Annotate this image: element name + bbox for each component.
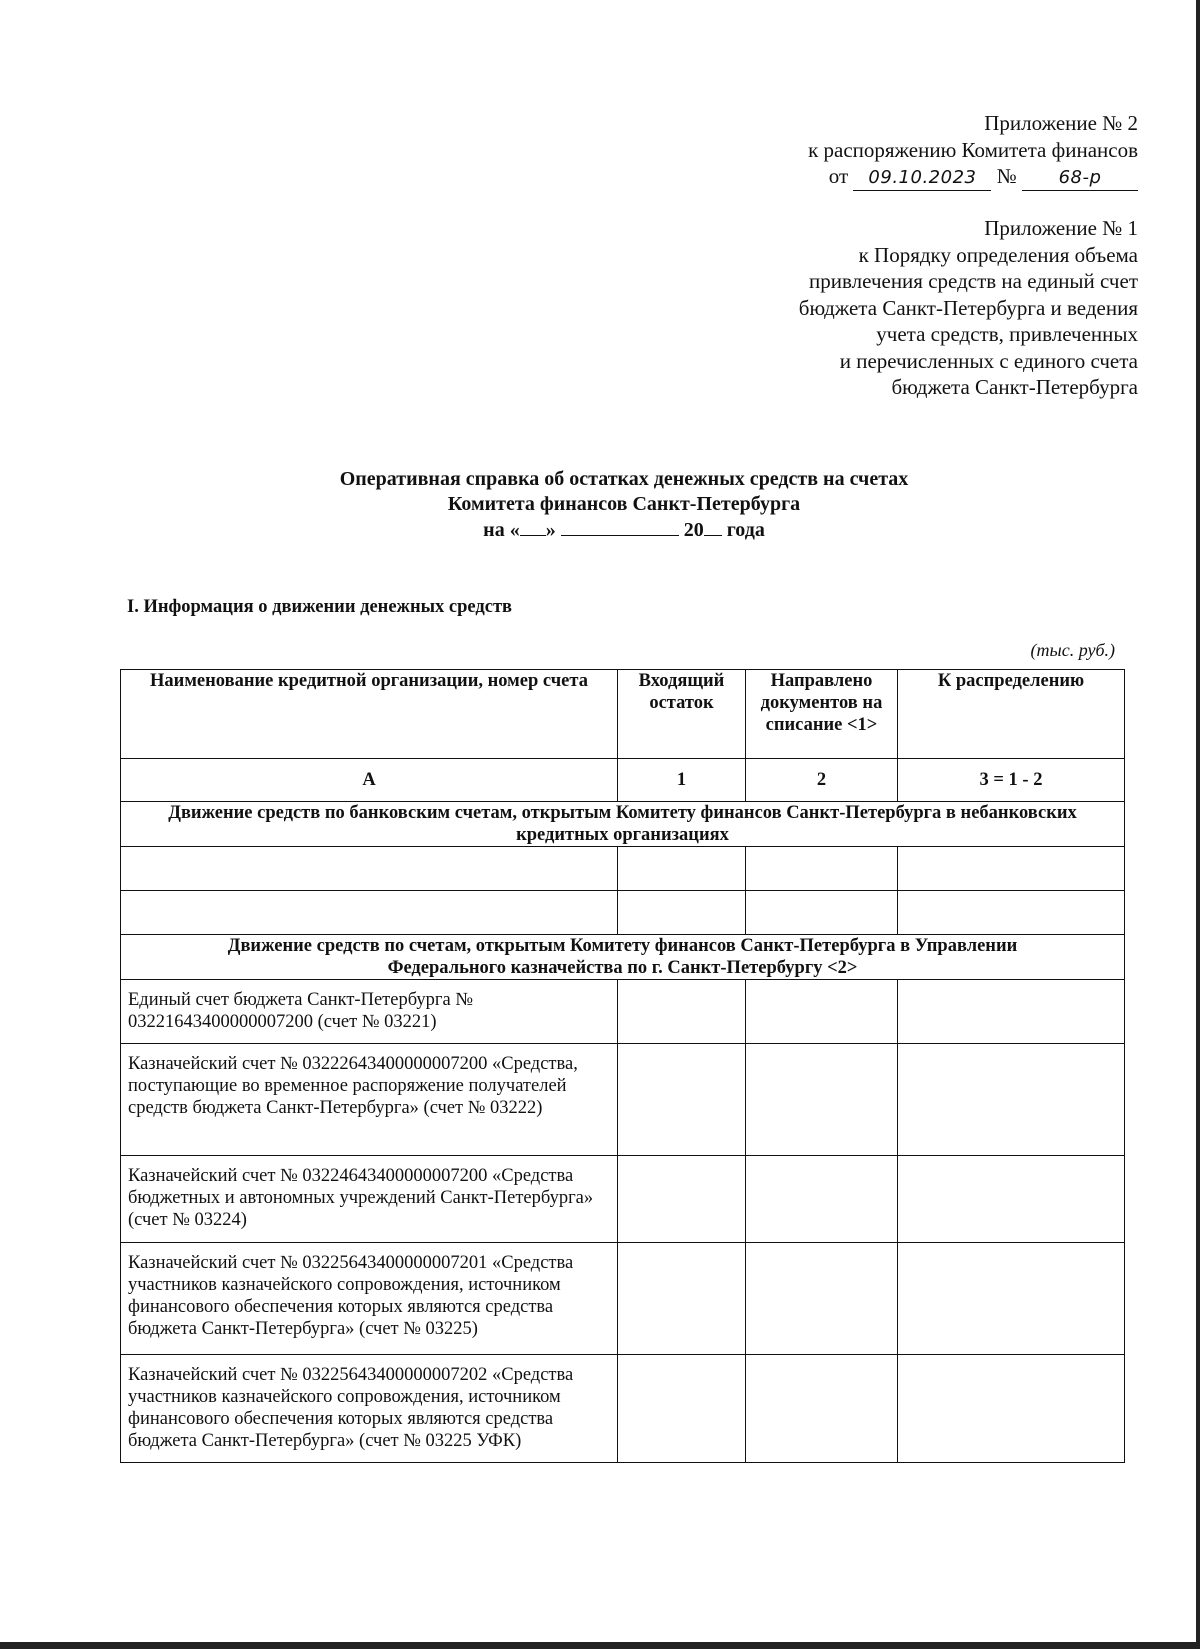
header-to-distribute: К распределению bbox=[898, 670, 1125, 759]
appendix-1-line: бюджета Санкт-Петербурга и ведения bbox=[798, 295, 1138, 320]
empty-cell bbox=[618, 1243, 746, 1355]
handwritten-date: 09.10.2023 bbox=[853, 166, 991, 191]
document-title bbox=[0, 467, 1200, 543]
empty-cell bbox=[618, 1044, 746, 1156]
day-blank bbox=[520, 517, 546, 536]
appendix-1-block bbox=[799, 215, 1138, 401]
appendix-1-line: и перечисленных с единого счета bbox=[839, 348, 1138, 373]
empty-cell bbox=[898, 847, 1125, 891]
empty-cell bbox=[746, 847, 898, 891]
empty-cell bbox=[898, 1243, 1125, 1355]
account-name: Казначейский счет № 03222643400000007200 «Средства, поступающие во временное распоряжение получателей средств бюджета Санкт-Петербурга» (счет № 03222) bbox=[121, 1044, 618, 1156]
header-account: Наименование кредитной организации, номер счета bbox=[121, 670, 618, 759]
appendix-1-line: бюджета Санкт-Петербурга bbox=[891, 375, 1138, 399]
year-blank bbox=[704, 517, 722, 536]
from-label: от bbox=[828, 164, 849, 188]
empty-cell bbox=[746, 1355, 898, 1463]
table-header-row bbox=[121, 670, 1125, 759]
account-name: Казначейский счет № 03225643400000007201 «Средства участников казначейского сопровождения, источником финансового обеспечения которых являются средства бюджета Санкт-Петербурга» (счет № 03225) bbox=[121, 1243, 618, 1355]
appendix-2-subtitle: к распоряжению Комитета финансов bbox=[808, 137, 1138, 162]
empty-cell bbox=[898, 1044, 1125, 1156]
scan-bottom-edge bbox=[0, 1642, 1200, 1649]
empty-cell bbox=[898, 1156, 1125, 1243]
account-row bbox=[121, 1243, 1125, 1355]
date-prefix: на « bbox=[483, 519, 520, 541]
appendix-1-line: привлечения средств на единый счет bbox=[809, 269, 1138, 293]
group-title: Движение средств по счетам, открытым Комитету финансов Санкт-Петербурга в Управлении Федерального казначейства по г. Санкт-Петербургу <2> bbox=[121, 935, 1125, 980]
group-row-nonbank bbox=[121, 802, 1125, 847]
empty-cell bbox=[746, 1243, 898, 1355]
empty-cell bbox=[121, 891, 618, 935]
month-blank bbox=[561, 517, 679, 536]
appendix-1-line: к Порядку определения объема bbox=[858, 242, 1138, 267]
empty-cell bbox=[746, 1044, 898, 1156]
empty-cell bbox=[618, 891, 746, 935]
column-number: 2 bbox=[746, 759, 898, 802]
group-row-treasury bbox=[121, 935, 1125, 980]
empty-row bbox=[121, 847, 1125, 891]
number-label: № bbox=[996, 164, 1017, 188]
empty-cell bbox=[618, 847, 746, 891]
appendix-1-title: Приложение № 1 bbox=[984, 216, 1138, 240]
account-row bbox=[121, 980, 1125, 1044]
account-row bbox=[121, 1044, 1125, 1156]
title-line-1: Оперативная справка об остатках денежных средств на счетах bbox=[339, 468, 909, 490]
empty-cell bbox=[618, 1355, 746, 1463]
year-suffix: года bbox=[726, 519, 765, 541]
column-number: А bbox=[121, 759, 618, 802]
column-number: 1 bbox=[618, 759, 746, 802]
header-sent-documents: Направлено документов на списание <1> bbox=[746, 670, 898, 759]
appendix-1-line: учета средств, привлеченных bbox=[876, 322, 1138, 346]
date-mid: » bbox=[545, 519, 556, 541]
title-line-2: Комитета финансов Санкт-Петербурга bbox=[447, 493, 801, 515]
account-name: Казначейский счет № 03225643400000007202 «Средства участников казначейского сопровождения, источником финансового обеспечения которых являются средства бюджета Санкт-Петербурга» (счет № 03225 УФК) bbox=[121, 1355, 618, 1463]
account-row bbox=[121, 1156, 1125, 1243]
empty-cell bbox=[618, 980, 746, 1044]
empty-cell bbox=[746, 980, 898, 1044]
column-numbers-row bbox=[121, 759, 1125, 802]
empty-cell bbox=[121, 847, 618, 891]
column-number: 3 = 1 - 2 bbox=[898, 759, 1125, 802]
empty-row bbox=[121, 891, 1125, 935]
group-title: Движение средств по банковским счетам, открытым Комитету финансов Санкт-Петербурга в небанковских кредитных организациях bbox=[121, 802, 1125, 847]
empty-cell bbox=[898, 891, 1125, 935]
empty-cell bbox=[898, 1355, 1125, 1463]
scan-edge bbox=[1196, 0, 1200, 1649]
appendix-2-title: Приложение № 2 bbox=[984, 111, 1138, 135]
section-heading: I. Информация о движении денежных средств bbox=[127, 597, 513, 617]
year-prefix: 20 bbox=[683, 519, 704, 541]
appendix-2-block bbox=[808, 110, 1138, 191]
title-date-line bbox=[0, 517, 1200, 543]
handwritten-number: 68-р bbox=[1022, 166, 1138, 191]
empty-cell bbox=[898, 980, 1125, 1044]
account-name: Единый счет бюджета Санкт-Петербурга № 03221643400000007200 (счет № 03221) bbox=[121, 980, 618, 1044]
units-label: (тыс. руб.) bbox=[1030, 640, 1115, 660]
cash-movement-table bbox=[120, 669, 1125, 1463]
empty-cell bbox=[746, 891, 898, 935]
account-name: Казначейский счет № 03224643400000007200 «Средства бюджетных и автономных учреждений Санкт-Петербурга» (счет № 03224) bbox=[121, 1156, 618, 1243]
appendix-2-date-line bbox=[808, 163, 1138, 191]
header-incoming-balance: Входящий остаток bbox=[618, 670, 746, 759]
account-row bbox=[121, 1355, 1125, 1463]
empty-cell bbox=[746, 1156, 898, 1243]
empty-cell bbox=[618, 1156, 746, 1243]
